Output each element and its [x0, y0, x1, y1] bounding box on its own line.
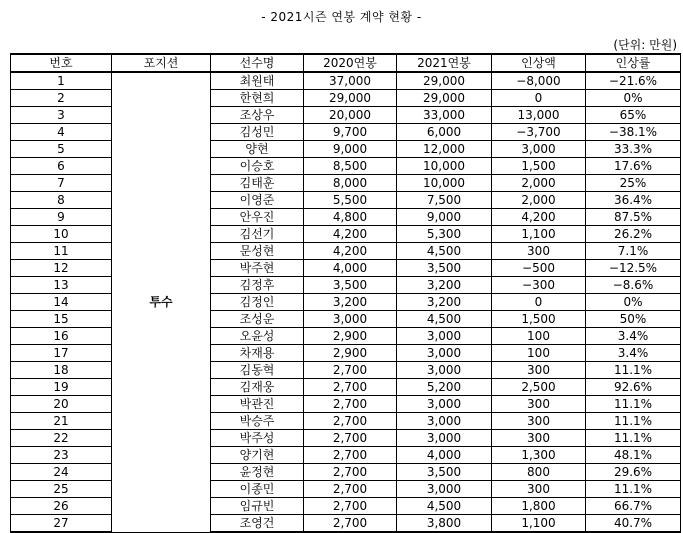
cell-number: 7	[11, 175, 112, 192]
cell-salary-2021: 5,300	[397, 226, 492, 243]
cell-salary-2021: 6,000	[397, 124, 492, 141]
cell-raise-amount: 1,100	[492, 515, 586, 533]
cell-number: 9	[11, 209, 112, 226]
cell-number: 22	[11, 430, 112, 447]
cell-position-group: 투수	[112, 72, 211, 532]
table-header-row	[11, 54, 681, 72]
cell-raise-amount: 0	[492, 294, 586, 311]
cell-player-name: 최원태	[211, 72, 304, 90]
cell-player-name: 조성운	[211, 311, 304, 328]
cell-raise-rate: 66.7%	[586, 498, 681, 515]
cell-salary-2020: 4,800	[304, 209, 397, 226]
cell-raise-amount: 300	[492, 243, 586, 260]
cell-salary-2020: 2,700	[304, 430, 397, 447]
cell-salary-2021: 3,000	[397, 481, 492, 498]
cell-salary-2020: 4,200	[304, 226, 397, 243]
cell-number: 13	[11, 277, 112, 294]
cell-raise-amount: 3,000	[492, 141, 586, 158]
cell-salary-2021: 12,000	[397, 141, 492, 158]
cell-raise-rate: −21.6%	[586, 72, 681, 90]
cell-salary-2020: 29,000	[304, 90, 397, 107]
cell-number: 18	[11, 362, 112, 379]
table-row	[11, 328, 681, 345]
cell-raise-rate: 11.1%	[586, 362, 681, 379]
cell-player-name: 김동혁	[211, 362, 304, 379]
cell-salary-2020: 2,700	[304, 362, 397, 379]
cell-number: 21	[11, 413, 112, 430]
cell-raise-amount: 800	[492, 464, 586, 481]
cell-salary-2020: 2,700	[304, 396, 397, 413]
cell-salary-2021: 3,000	[397, 430, 492, 447]
cell-raise-amount: −3,700	[492, 124, 586, 141]
cell-salary-2020: 2,900	[304, 345, 397, 362]
cell-raise-amount: 1,500	[492, 311, 586, 328]
cell-raise-amount: 100	[492, 345, 586, 362]
cell-player-name: 김정인	[211, 294, 304, 311]
cell-salary-2020: 8,500	[304, 158, 397, 175]
cell-raise-rate: 0%	[586, 294, 681, 311]
cell-raise-rate: 48.1%	[586, 447, 681, 464]
cell-number: 26	[11, 498, 112, 515]
cell-raise-rate: 11.1%	[586, 481, 681, 498]
cell-salary-2021: 7,500	[397, 192, 492, 209]
cell-raise-rate: −12.5%	[586, 260, 681, 277]
cell-salary-2020: 2,700	[304, 413, 397, 430]
cell-salary-2021: 4,500	[397, 243, 492, 260]
cell-salary-2020: 2,700	[304, 464, 397, 481]
table-row	[11, 243, 681, 260]
cell-raise-amount: −500	[492, 260, 586, 277]
cell-raise-rate: 36.4%	[586, 192, 681, 209]
cell-salary-2021: 4,000	[397, 447, 492, 464]
header-raise-rate: 인상률	[586, 54, 681, 72]
cell-raise-rate: 11.1%	[586, 430, 681, 447]
table-row	[11, 430, 681, 447]
cell-salary-2021: 3,000	[397, 396, 492, 413]
cell-raise-rate: 0%	[586, 90, 681, 107]
cell-player-name: 이영준	[211, 192, 304, 209]
cell-raise-rate: 7.1%	[586, 243, 681, 260]
cell-salary-2020: 3,000	[304, 311, 397, 328]
cell-salary-2020: 2,700	[304, 498, 397, 515]
header-number: 번호	[11, 54, 112, 72]
table-row	[11, 158, 681, 175]
cell-raise-rate: 17.6%	[586, 158, 681, 175]
cell-number: 15	[11, 311, 112, 328]
table-row	[11, 226, 681, 243]
cell-raise-amount: 2,000	[492, 192, 586, 209]
cell-number: 20	[11, 396, 112, 413]
cell-salary-2021: 10,000	[397, 158, 492, 175]
table-row	[11, 124, 681, 141]
cell-player-name: 안우진	[211, 209, 304, 226]
document-title: - 2021시즌 연봉 계약 현황 -	[261, 10, 422, 24]
cell-salary-2020: 2,700	[304, 447, 397, 464]
cell-salary-2020: 37,000	[304, 72, 397, 90]
cell-raise-amount: 1,100	[492, 226, 586, 243]
cell-salary-2021: 3,500	[397, 260, 492, 277]
cell-raise-rate: 87.5%	[586, 209, 681, 226]
cell-number: 4	[11, 124, 112, 141]
cell-raise-amount: 1,500	[492, 158, 586, 175]
table-row	[11, 260, 681, 277]
cell-raise-rate: 29.6%	[586, 464, 681, 481]
cell-raise-amount: 1,300	[492, 447, 586, 464]
table-row	[11, 345, 681, 362]
table-row	[11, 396, 681, 413]
table-row	[11, 175, 681, 192]
cell-player-name: 차재용	[211, 345, 304, 362]
cell-raise-rate: −38.1%	[586, 124, 681, 141]
cell-salary-2021: 3,000	[397, 362, 492, 379]
cell-raise-rate: 92.6%	[586, 379, 681, 396]
cell-salary-2021: 3,200	[397, 294, 492, 311]
header-player-name: 선수명	[211, 54, 304, 72]
cell-salary-2021: 9,000	[397, 209, 492, 226]
cell-number: 16	[11, 328, 112, 345]
header-raise-amount: 인상액	[492, 54, 586, 72]
table-row	[11, 498, 681, 515]
cell-number: 17	[11, 345, 112, 362]
cell-number: 19	[11, 379, 112, 396]
cell-salary-2020: 5,500	[304, 192, 397, 209]
header-salary-2020: 2020연봉	[304, 54, 397, 72]
table-body	[11, 72, 681, 532]
cell-number: 27	[11, 515, 112, 533]
table-row	[11, 141, 681, 158]
table-row	[11, 447, 681, 464]
cell-salary-2021: 33,000	[397, 107, 492, 124]
cell-raise-rate: 11.1%	[586, 413, 681, 430]
cell-salary-2021: 10,000	[397, 175, 492, 192]
cell-player-name: 박승주	[211, 413, 304, 430]
cell-raise-rate: 11.1%	[586, 396, 681, 413]
cell-player-name: 오윤성	[211, 328, 304, 345]
cell-player-name: 김선기	[211, 226, 304, 243]
cell-raise-rate: −8.6%	[586, 277, 681, 294]
cell-raise-amount: 300	[492, 481, 586, 498]
cell-raise-amount: 2,000	[492, 175, 586, 192]
table-row	[11, 379, 681, 396]
cell-salary-2020: 3,500	[304, 277, 397, 294]
table-row	[11, 515, 681, 533]
cell-salary-2020: 3,200	[304, 294, 397, 311]
table-row	[11, 192, 681, 209]
cell-salary-2020: 2,700	[304, 481, 397, 498]
table-row	[11, 72, 681, 90]
cell-salary-2021: 3,800	[397, 515, 492, 533]
cell-raise-rate: 65%	[586, 107, 681, 124]
cell-raise-amount: 1,800	[492, 498, 586, 515]
cell-raise-rate: 3.4%	[586, 345, 681, 362]
cell-salary-2021: 5,200	[397, 379, 492, 396]
cell-number: 10	[11, 226, 112, 243]
cell-salary-2021: 3,500	[397, 464, 492, 481]
cell-raise-amount: 300	[492, 396, 586, 413]
cell-salary-2021: 4,500	[397, 311, 492, 328]
cell-player-name: 조영건	[211, 515, 304, 533]
table-row	[11, 209, 681, 226]
cell-player-name: 한현희	[211, 90, 304, 107]
cell-player-name: 김태훈	[211, 175, 304, 192]
cell-player-name: 임규빈	[211, 498, 304, 515]
cell-player-name: 이승호	[211, 158, 304, 175]
cell-salary-2021: 29,000	[397, 90, 492, 107]
cell-raise-amount: 13,000	[492, 107, 586, 124]
cell-salary-2020: 2,700	[304, 515, 397, 533]
cell-number: 11	[11, 243, 112, 260]
cell-number: 2	[11, 90, 112, 107]
table-row	[11, 464, 681, 481]
cell-raise-amount: 2,500	[492, 379, 586, 396]
cell-number: 3	[11, 107, 112, 124]
cell-number: 25	[11, 481, 112, 498]
cell-salary-2020: 20,000	[304, 107, 397, 124]
cell-player-name: 이종민	[211, 481, 304, 498]
cell-raise-amount: 4,200	[492, 209, 586, 226]
cell-salary-2021: 3,000	[397, 413, 492, 430]
cell-salary-2020: 9,700	[304, 124, 397, 141]
cell-raise-rate: 50%	[586, 311, 681, 328]
cell-salary-2021: 3,000	[397, 345, 492, 362]
cell-salary-2021: 3,200	[397, 277, 492, 294]
cell-number: 14	[11, 294, 112, 311]
cell-raise-rate: 33.3%	[586, 141, 681, 158]
cell-player-name: 박주성	[211, 430, 304, 447]
cell-number: 5	[11, 141, 112, 158]
cell-number: 1	[11, 72, 112, 90]
table-row	[11, 107, 681, 124]
cell-raise-amount: −8,000	[492, 72, 586, 90]
table-row	[11, 90, 681, 107]
cell-raise-rate: 40.7%	[586, 515, 681, 533]
cell-salary-2021: 3,000	[397, 328, 492, 345]
cell-player-name: 김정후	[211, 277, 304, 294]
cell-player-name: 양기현	[211, 447, 304, 464]
cell-player-name: 양현	[211, 141, 304, 158]
cell-number: 8	[11, 192, 112, 209]
cell-salary-2020: 2,900	[304, 328, 397, 345]
cell-salary-2020: 2,700	[304, 379, 397, 396]
cell-number: 6	[11, 158, 112, 175]
cell-player-name: 김재웅	[211, 379, 304, 396]
table-row	[11, 362, 681, 379]
cell-raise-amount: 300	[492, 413, 586, 430]
table-row	[11, 277, 681, 294]
cell-raise-amount: 300	[492, 362, 586, 379]
cell-raise-amount: 0	[492, 90, 586, 107]
cell-raise-rate: 25%	[586, 175, 681, 192]
cell-raise-amount: −300	[492, 277, 586, 294]
cell-salary-2020: 4,200	[304, 243, 397, 260]
cell-player-name: 박주현	[211, 260, 304, 277]
cell-player-name: 문성현	[211, 243, 304, 260]
table-row	[11, 481, 681, 498]
cell-number: 24	[11, 464, 112, 481]
table-row	[11, 311, 681, 328]
cell-salary-2021: 4,500	[397, 498, 492, 515]
cell-raise-amount: 100	[492, 328, 586, 345]
cell-number: 23	[11, 447, 112, 464]
table-row	[11, 294, 681, 311]
cell-salary-2020: 8,000	[304, 175, 397, 192]
cell-player-name: 박관진	[211, 396, 304, 413]
cell-salary-2020: 9,000	[304, 141, 397, 158]
cell-raise-rate: 3.4%	[586, 328, 681, 345]
unit-note: (단위: 만원)	[613, 38, 677, 52]
cell-salary-2021: 29,000	[397, 72, 492, 90]
table-row	[11, 413, 681, 430]
cell-player-name: 윤정현	[211, 464, 304, 481]
cell-player-name: 조상우	[211, 107, 304, 124]
cell-raise-rate: 26.2%	[586, 226, 681, 243]
header-salary-2021: 2021연봉	[397, 54, 492, 72]
header-position: 포지션	[112, 54, 211, 72]
cell-player-name: 김성민	[211, 124, 304, 141]
cell-salary-2020: 4,000	[304, 260, 397, 277]
salary-table	[10, 53, 681, 533]
cell-raise-amount: 300	[492, 430, 586, 447]
cell-number: 12	[11, 260, 112, 277]
